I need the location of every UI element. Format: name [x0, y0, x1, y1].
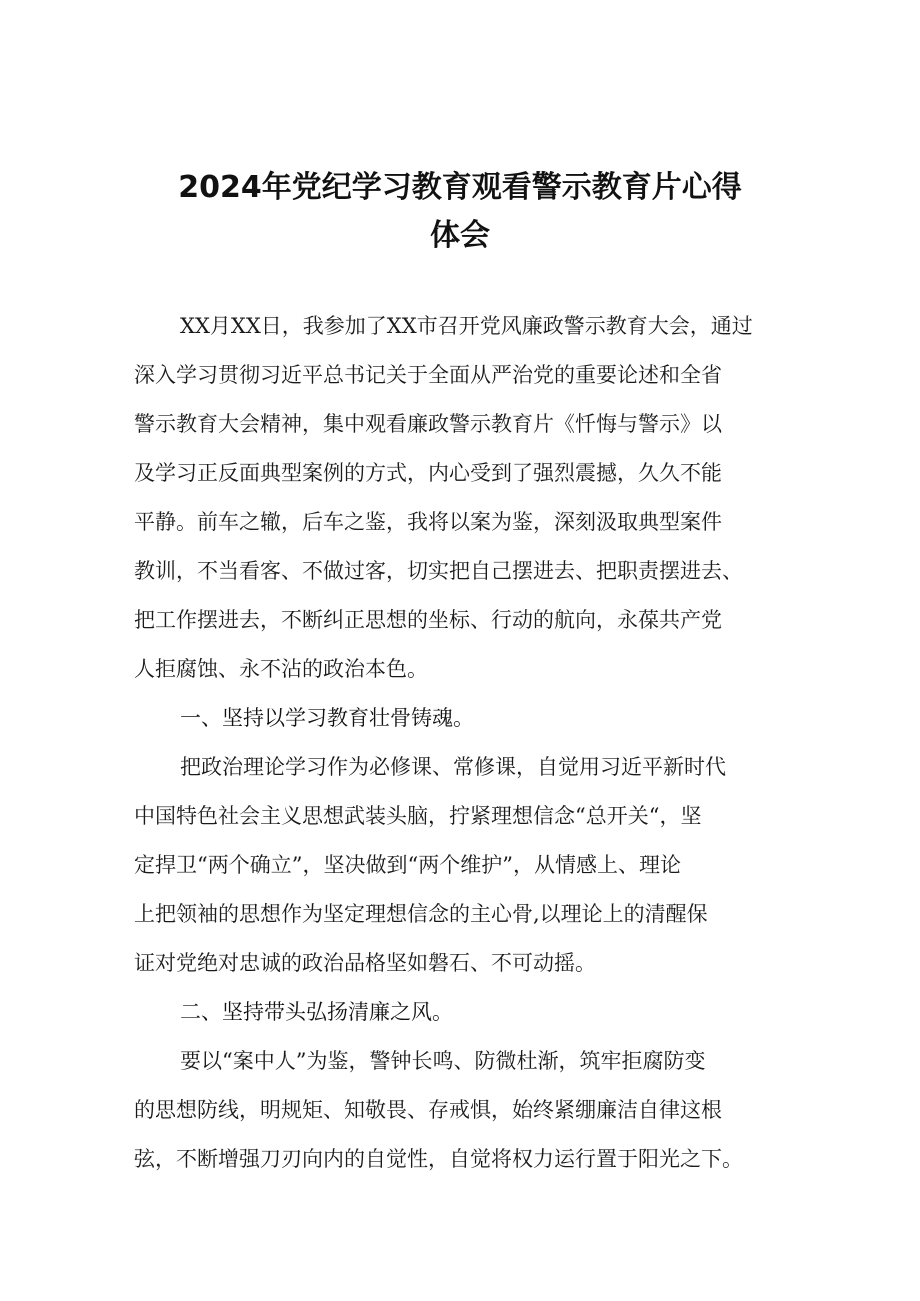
section-heading-1: 一、坚持以学习教育壮骨铸魂。 — [180, 706, 474, 730]
paragraph-1-line-7: 把工作摆进去，不断纠正思想的坐标、行动的航向，永葆共产党 — [134, 608, 722, 632]
paragraph-2-line-2: 中国特色社会主义思想武装头脑，拧紧理想信念“总开关“，坚 — [134, 804, 702, 828]
paragraph-3-line-2: 的思想防线，明规矩、知敬畏、存戒惧，始终紧绷廉洁自律这根 — [134, 1098, 722, 1122]
document-title-line-2: 体会 — [430, 218, 490, 253]
section-heading-2: 二、坚持带头弘扬清廉之风。 — [180, 1000, 453, 1024]
paragraph-2-line-5: 证对党绝对忠诚的政治品格坚如磐石、不可动摇。 — [134, 951, 596, 975]
paragraph-2-line-3: 定捍卫“两个确立”，坚决做到“两个维护”，从情感上、理论 — [134, 853, 681, 877]
paragraph-1-line-5: 平静。前车之辙，后车之鉴，我将以案为鉴，深刻汲取典型案件 — [134, 510, 722, 534]
paragraph-2-line-1: 把政治理论学习作为必修课、常修课，自觉用习近平新时代 — [180, 755, 726, 779]
paragraph-1-line-4: 及学习正反面典型案例的方式，内心受到了强烈震撼，久久不能 — [134, 461, 722, 485]
paragraph-3-line-3: 弦，不断增强刀刃向内的自觉性，自觉将权力运行置于阳光之下。 — [134, 1147, 743, 1171]
paragraph-1-line-6: 教训，不当看客、不做过客，切实把自己摆进去、把职责摆进去、 — [134, 559, 743, 583]
paragraph-1-line-8: 人拒腐蚀、永不沾的政治本色。 — [134, 657, 428, 681]
paragraph-3-line-1: 要以“案中人”为鉴，警钟长鸣、防微杜渐，筑牢拒腐防变 — [180, 1049, 706, 1073]
paragraph-1-line-2: 深入学习贯彻习近平总书记关于全面从严治党的重要论述和全省 — [134, 363, 722, 387]
document-title-line-1: 2024年党纪学习教育观看警示教育片心得 — [178, 170, 742, 205]
paragraph-1-line-3: 警示教育大会精神，集中观看廉政警示教育片《忏悔与警示》以 — [134, 412, 722, 436]
paragraph-2-line-4: 上把领袖的思想作为坚定理想信念的主心骨,以理论上的清醒保 — [134, 902, 708, 926]
paragraph-1-line-1: XX月XX日，我参加了XX市召开党风廉政警示教育大会，通过 — [180, 314, 753, 338]
